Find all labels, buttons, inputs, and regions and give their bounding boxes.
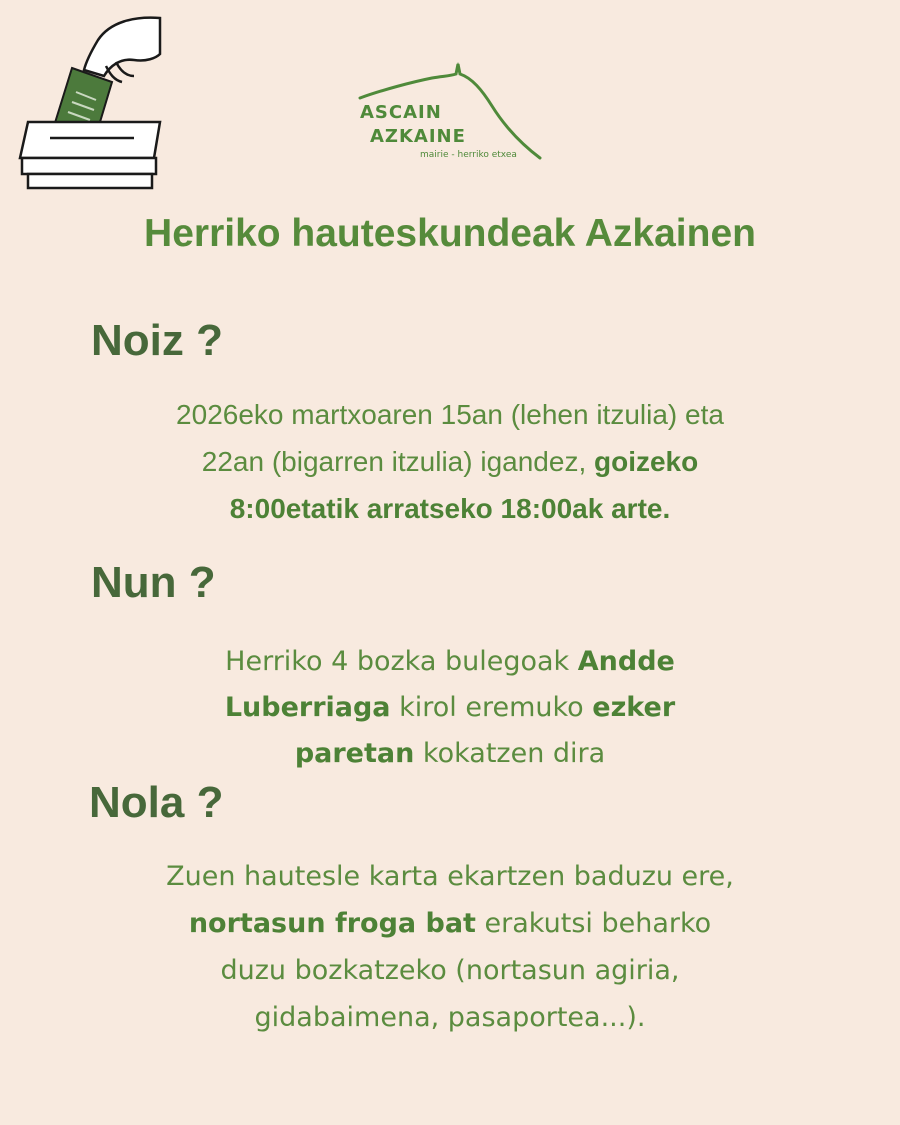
ascain-azkaine-logo xyxy=(352,62,548,166)
noiz-line-3-bold: 8:00etatik arratseko 18:00ak arte. xyxy=(229,493,671,524)
noiz-line-2-plain: 22an (bigarren itzulia) igandez, xyxy=(201,446,594,477)
heading-nola: Nola ? xyxy=(89,778,224,827)
nun-line-1-bold: Andde xyxy=(577,646,675,677)
nola-line-1: Zuen hautesle karta ekartzen baduzu ere, xyxy=(166,861,734,892)
nola-text xyxy=(0,853,900,1041)
noiz-text xyxy=(0,391,900,532)
nola-line-4: gidabaimena, pasaportea...). xyxy=(254,1002,646,1033)
nun-line-3-bold: paretan xyxy=(294,738,415,769)
nun-line-1 xyxy=(0,639,900,685)
noiz-line-1: 2026eko martxoaren 15an (lehen itzulia) eta xyxy=(176,399,724,430)
noiz-line-2-bold: goizeko xyxy=(594,446,699,477)
logo-subtitle: mairie - herriko etxea xyxy=(420,150,517,160)
nun-line-2 xyxy=(0,685,900,731)
ballot-box-illustration xyxy=(14,14,166,196)
logo-text-ascain: ASCAIN xyxy=(360,102,442,123)
noiz-line-2 xyxy=(0,438,900,485)
page-title: Herriko hauteskundeak Azkainen xyxy=(144,212,756,255)
nun-line-2-bold-a: Luberriaga xyxy=(224,692,391,723)
heading-noiz: Noiz ? xyxy=(91,316,223,365)
nun-text xyxy=(0,639,900,777)
heading-nun: Nun ? xyxy=(91,558,216,607)
noiz-line-3 xyxy=(0,485,900,532)
nun-line-3-plain: kokatzen dira xyxy=(414,738,606,769)
logo-text-azkaine: AZKAINE xyxy=(370,126,466,147)
nola-line-2-plain: erakutsi beharko xyxy=(475,908,712,939)
nun-line-3 xyxy=(0,731,900,777)
nola-line-2 xyxy=(0,900,900,947)
nola-line-2-bold: nortasun froga bat xyxy=(188,908,476,939)
nun-line-1-plain: Herriko 4 bozka bulegoak xyxy=(225,646,578,677)
nola-line-3: duzu bozkatzeko (nortasun agiria, xyxy=(220,955,680,986)
nun-line-2-plain: kirol eremuko xyxy=(390,692,593,723)
nun-line-2-bold-b: ezker xyxy=(592,692,676,723)
